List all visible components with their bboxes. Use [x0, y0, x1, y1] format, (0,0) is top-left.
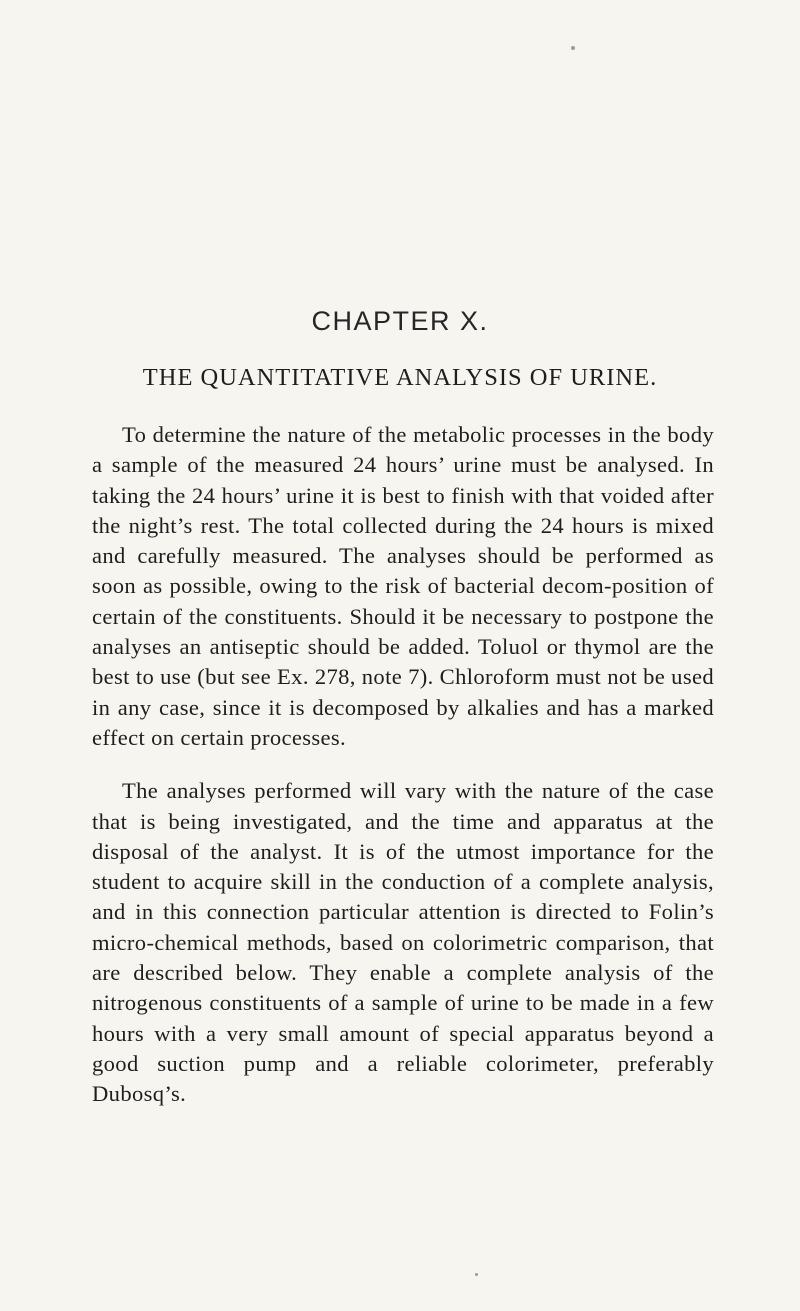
chapter-title: THE QUANTITATIVE ANALYSIS OF URINE. [142, 364, 658, 391]
chapter-heading: CHAPTER X. [311, 306, 489, 336]
paragraph-1: To determine the nature of the metabolic processes in the body a sample of the measured 24 hours’ urine must be analysed. In taking the 24 hours’ urine it is best to finish with that voided after the night’s rest. The total collected during the 24 hours is mixed and carefully measured. The analyses should be performed as soon as possible, owing to the risk of bacterial decom-position of certain of the constituents. Should it be necessary to postpone the analyses an antiseptic should be added. Toluol or thymol are the best to use (but see Ex. 278, note 7). Chloroform must not be used in any case, since it is decomposed by alkalies and has a marked effect on certain processes. [92, 422, 714, 750]
body-text [92, 420, 714, 1110]
print-speck [571, 46, 575, 50]
paragraph-2: The analyses performed will vary with the nature of the case that is being investigated, and the time and apparatus at the disposal of the analyst. It is of the utmost importance for the student to acquire skill in the conduction of a complete analysis, and in this connection particular attention is directed to Folin’s micro-chemical methods, based on colorimetric comparison, that are described below. They enable a complete analysis of the nitrogenous constituents of a sample of urine to be made in a few hours with a very small amount of special apparatus beyond a good suction pump and a reliable colorimeter, preferably Dubosq’s. [92, 778, 714, 1107]
print-speck [475, 1273, 478, 1276]
